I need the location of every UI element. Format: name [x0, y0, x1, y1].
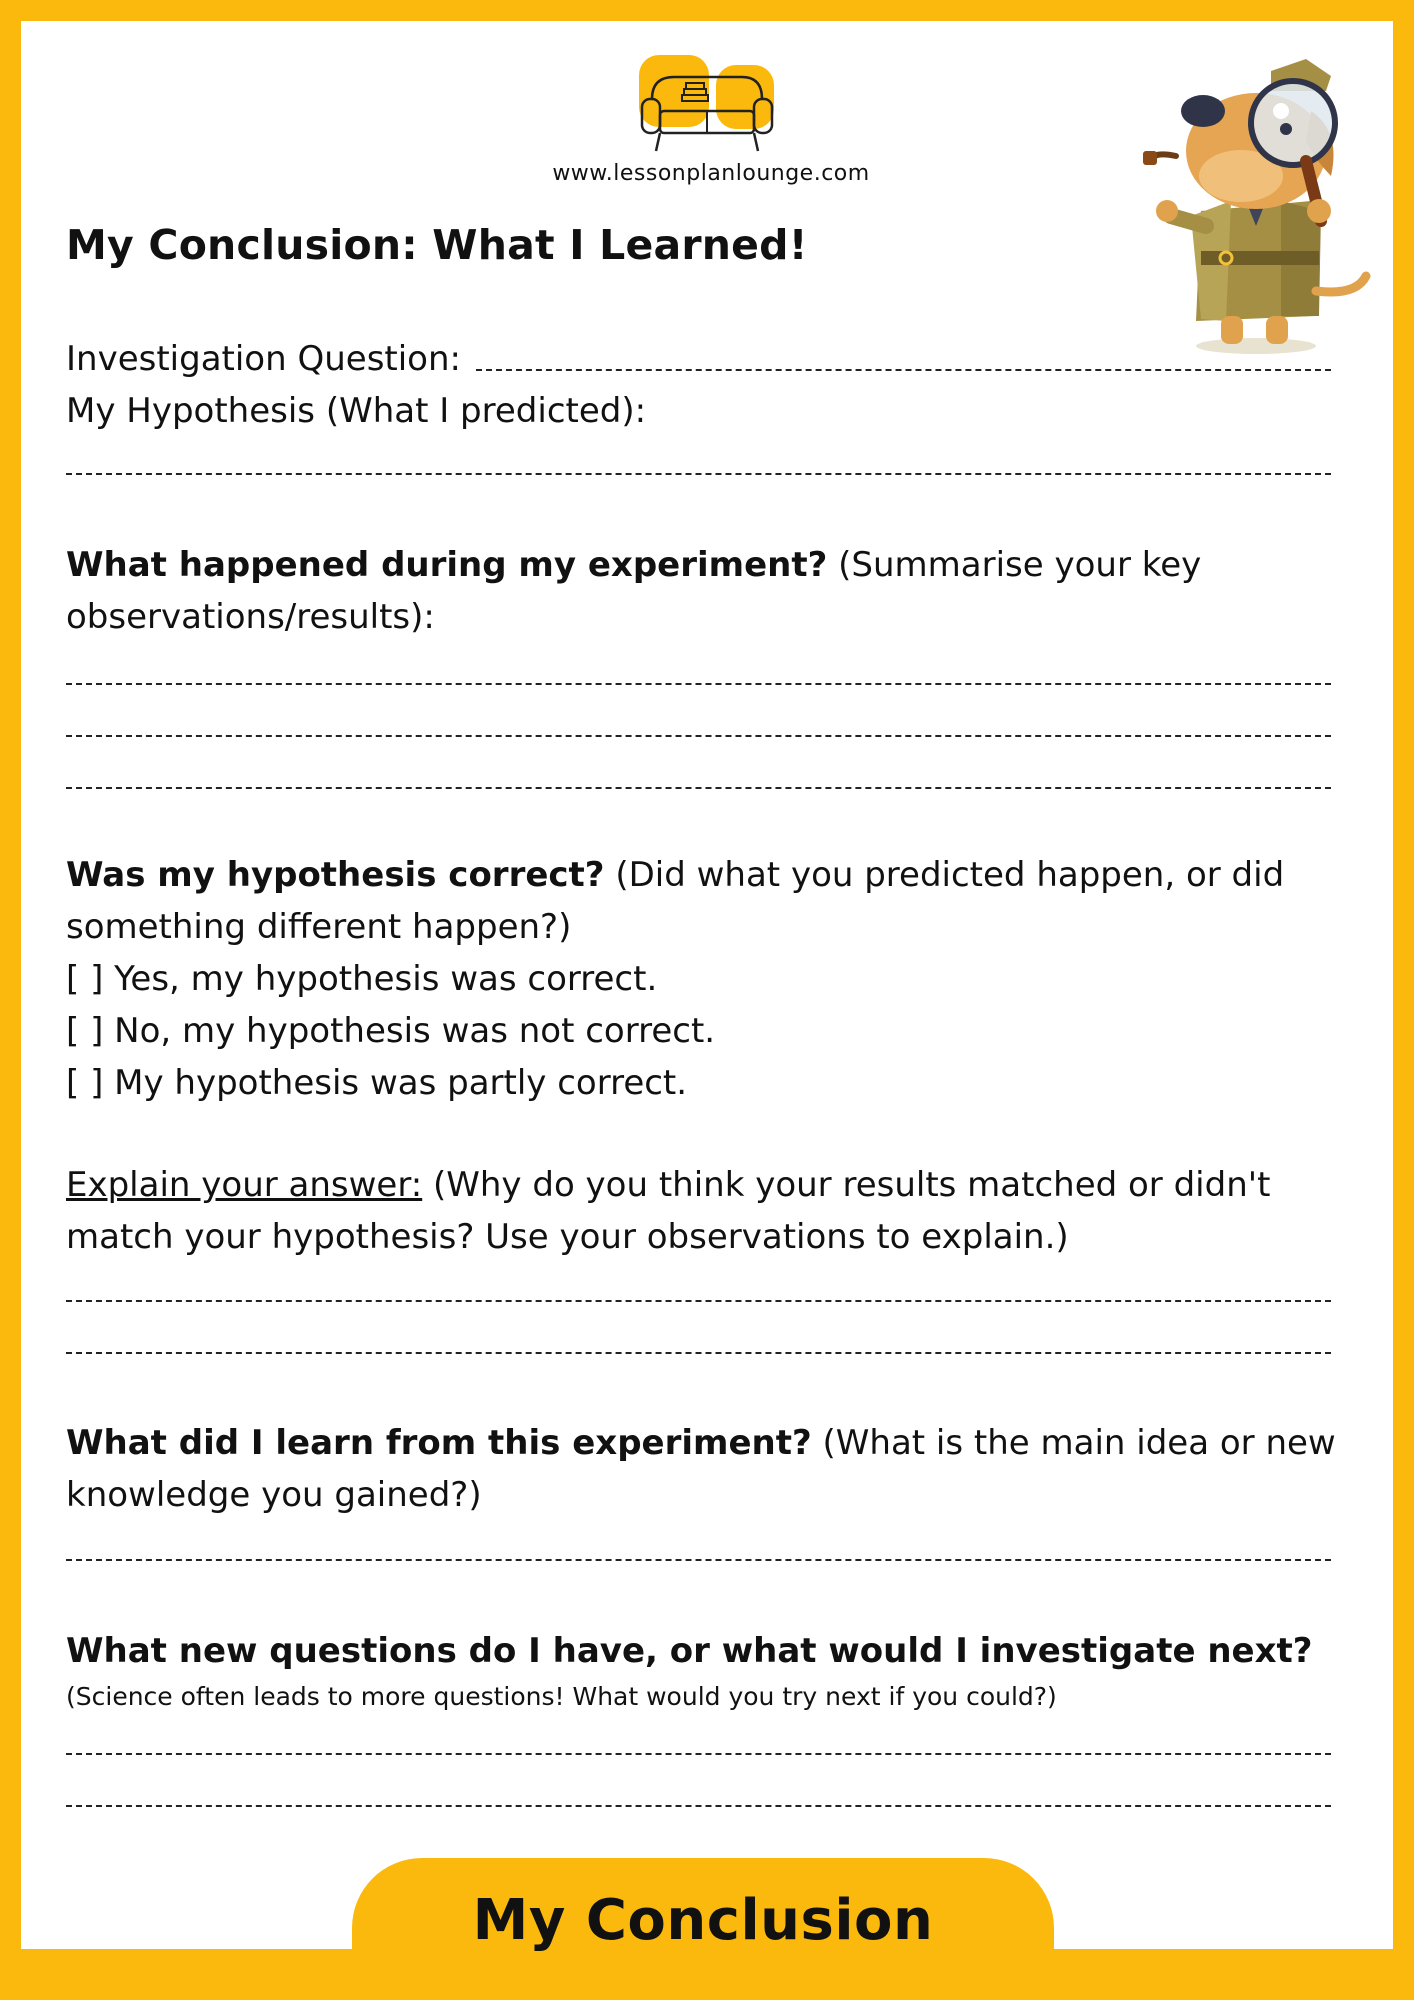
option-partly-correct[interactable]: [ ] My hypothesis was partly correct. [66, 1063, 688, 1103]
what-happened-blank-1[interactable] [66, 683, 1331, 685]
footer-label: My Conclusion [472, 1888, 934, 1953]
hypothesis-correct-heading: Was my hypothesis correct? [66, 855, 605, 895]
what-happened-instructions: (Summarise your key observations/results): [66, 545, 1202, 637]
learned-heading: What did I learn from this experiment? [66, 1423, 812, 1463]
learned-prompt [66, 1417, 1356, 1521]
next-questions-note: (Science often leads to more questions! What would you try next if you could?) [66, 1682, 1057, 1711]
what-happened-blank-2[interactable] [66, 735, 1331, 737]
next-questions-blank-2[interactable] [66, 1805, 1331, 1807]
explain-heading: Explain your answer: [66, 1165, 423, 1205]
option-yes-correct[interactable]: [ ] Yes, my hypothesis was correct. [66, 959, 658, 999]
explain-instructions: (Why do you think your results matched or didn't match your hypothesis? Use your observations to explain.) [66, 1165, 1271, 1257]
what-happened-prompt [66, 539, 1356, 643]
worksheet-page [21, 21, 1393, 1949]
what-happened-blank-3[interactable] [66, 787, 1331, 789]
detective-dog-illustration-icon [1131, 51, 1381, 356]
hypothesis-blank[interactable] [66, 473, 1331, 475]
learned-instructions: (What is the main idea or new knowledge you gained?) [66, 1423, 1336, 1515]
next-questions-heading [66, 1625, 1313, 1677]
what-happened-heading: What happened during my experiment? [66, 545, 828, 585]
explain-prompt [66, 1159, 1356, 1263]
page-title: My Conclusion: What I Learned! [66, 221, 808, 269]
explain-blank-2[interactable] [66, 1352, 1331, 1354]
hypothesis-correct-prompt [66, 849, 1356, 953]
hypothesis-correct-instructions: (Did what you predicted happen, or did something different happen?) [66, 855, 1285, 947]
explain-blank-1[interactable] [66, 1300, 1331, 1302]
footer-banner [352, 1858, 1054, 1998]
next-questions-blank-1[interactable] [66, 1753, 1331, 1755]
learned-blank[interactable] [66, 1559, 1331, 1561]
investigation-question-label: Investigation Question: [66, 339, 461, 379]
option-not-correct[interactable]: [ ] No, my hypothesis was not correct. [66, 1011, 716, 1051]
lounge-sofa-logo-icon [634, 51, 784, 163]
investigation-question-blank[interactable] [476, 369, 1331, 371]
next-questions-heading-text: What new questions do I have, or what would I investigate next? [66, 1631, 1313, 1671]
website-url: www.lessonplanlounge.com [552, 161, 870, 186]
hypothesis-label: My Hypothesis (What I predicted): [66, 391, 647, 431]
